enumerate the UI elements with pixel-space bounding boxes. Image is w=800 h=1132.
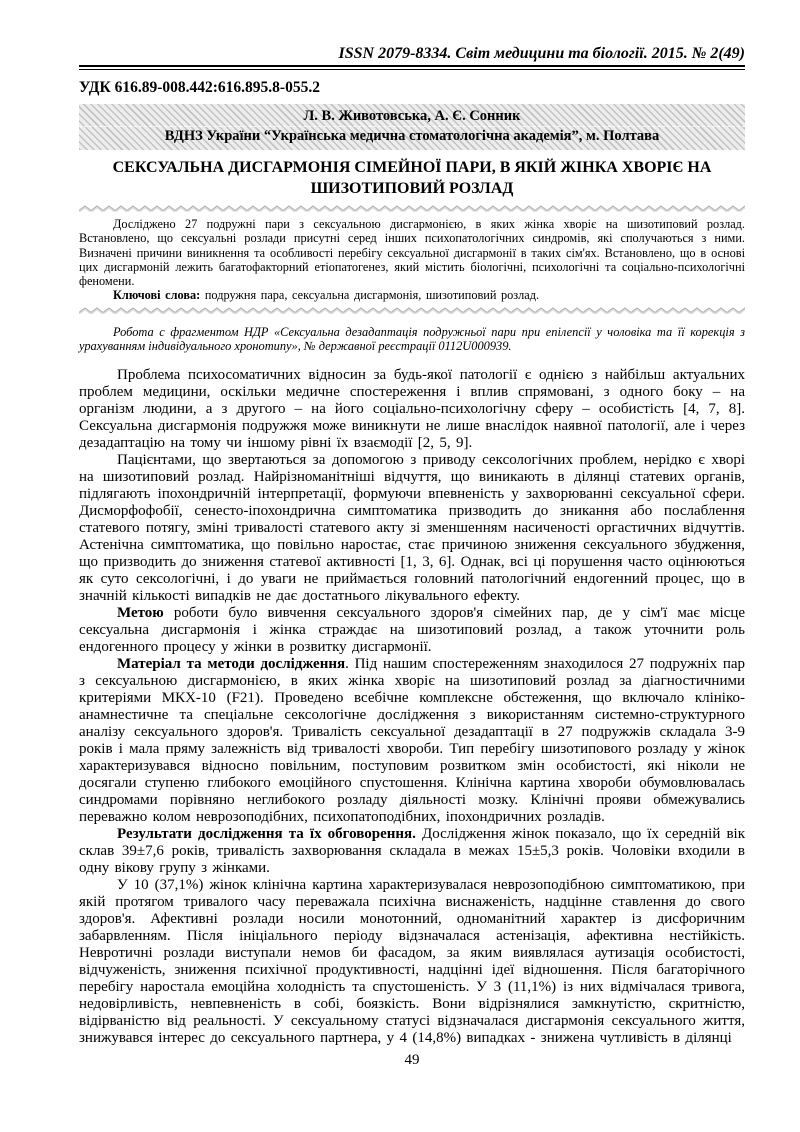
paragraph-lead: Метою — [117, 604, 164, 621]
paragraph-patients — [79, 452, 745, 605]
paragraph-text: Пацієнтами, що звертаються за допомогою з приводу сексологічних проблем, нерідко є хворі на шизотиповий розлад. Найрізноманітніші відчуття, що виникають в ділянці статевих органів, підлягають іпохондричній інтерпретації, формуючи впевненість у захворюванні сексуальної сфери. Дисморфофобії, сенесто-іпохондрична симптоматика призводить до зникання або послаблення статевого потягу, зміні тривалості статевого акту зі зменшенням насиченості оргастичних відчуттів. Астенічна симптоматика, що повільно наростає, стає причиною зниження сексуального збудження, що призводить до зниження статевої активності [1, 3, 6]. Однак, всі ці порушення часто оцінюються як суто сексологічні, і до уваги не приймається головний патологічний ендогенний процес, що в значній кількості випадків не дає достатнього лікувального ефекту. — [79, 451, 745, 604]
paragraph-results — [79, 826, 745, 877]
abstract-text: Досліджено 27 подружні пари з сексуальною дисгармонією, в яких жінка хворіє на шизотиповий розлад. Встановлено, що сексуальні розлади присутні серед інших психопатологічних синдромів, які сполучаються з ними. Визначені причини виникнення та особливості перебігу сексуальної дисгармонії в таких сім'ях. Встановлено, що в основі цих дисгармоній лежить багатофакторний етіопатогенез, який містить біологічні, психологічні та соціально-психологічні феномени. — [79, 217, 745, 289]
paragraph-text: роботи було вивчення сексуального здоров'я сімейних пар, де у сім'ї має місце сексуальна дисгармонія і жінка страждає на шизотиповий розлад, а також уточнити роль ендогенного процесу у жінки в розвитку дисгармонії. — [79, 604, 745, 655]
header-double-rule — [79, 65, 745, 70]
authors-box-divider — [79, 126, 745, 127]
paragraph-text: У 10 (37,1%) жінок клінічна картина характеризувалася неврозоподібною симптоматикою, при якій протягом тривалого часу переважала психічна виснаженість, надцінне ставлення до свого здоров'я. Афективні розлади носили монотонний, одноманітний характер із дисфоричним забарвленням. Після ініціального періоду відзначалася астенізація, афективна нестійкість. Невротичні розлади виступали немов би фасадом, за яким виявлялася аутизація особистості, відчуженість, зниження психічної продуктивності, надцінні ідеї відношення. Після багаторічного перебігу наростала емоційна холодність та спустошеність. У 3 (11,1%) із них відмічалася тривога, недовірливість, невпевненість в собі, боязкість. Вони відрізнялися замкнутістю, скритністю, відірваністю від реальності. У сексуальному статусі відзначалася дисгармонія сексуального життя, знижувався інтерес до сексуального партнера, у 4 (14,8%) випадках - знижена чутливість в ділянці — [79, 876, 745, 1046]
zigzag-divider-top — [79, 204, 745, 212]
page-number: 49 — [404, 1051, 420, 1068]
paragraph-findings — [79, 877, 745, 1047]
keywords-label: Ключові слова: — [113, 288, 201, 303]
paragraph-aim — [79, 605, 745, 656]
keywords-line — [79, 288, 745, 302]
keywords-list: подружня пара, сексуальна дисгармонія, шизотиповий розлад. — [200, 288, 540, 303]
paragraph-intro — [79, 367, 745, 452]
research-registration-note: Робота с фрагментом НДР «Сексуальна дезадаптація подружньої пари при епілепсії у чоловіка та її корекція з урахуванням індивідуального хронотипу», № державної реєстрації 0112U000939. — [79, 324, 745, 354]
authors-line: Л. В. Животовська, А. Є. Сонник — [303, 108, 521, 124]
paragraph-text: . Під нашим спостереженням знаходилося 27 подружніх пар з сексуальною дисгармонією, в яких жінка хворіє на шизотиповий розлад за діагностичними критеріями МКХ-10 (F21). Проведено всебічне комплексне обстеження, що включало клініко-анамнестичне та спеціальне сексологічне дослідження з використанням системно-структурного аналізу сексуального здоров'я. Тривалість сексуальної дезадаптації в 27 подружжів складала 3-9 років і мала пряму залежність від тривалості хвороби. Тип перебігу шизотипового розладу у жінок характеризувався відносно повільним, поступовим розвитком змін особистості, які ніколи не досягали ступеню глибокого емоційного спустошення. Клінічна картина хвороби обумовлювалась синдромами порівняно неглибокого розладу діяльності мозку. Клінічні прояви обмежувались переважно колом неврозоподібних, психопатоподібних, іпохондричних розладів. — [79, 655, 746, 825]
paragraph-lead: Результати дослідження та їх обговорення. — [117, 825, 416, 842]
page-content — [79, 0, 745, 1069]
affiliation-line: ВДНЗ України “Українська медична стоматологічна академія”, м. Полтава — [164, 128, 660, 144]
journal-header: ISSN 2079-8334. Світ медицини та біології. 2015. № 2(49) — [338, 45, 745, 62]
paragraph-text: Проблема психосоматичних відносин за будь-якої патології є однією з найбільш актуальних проблем медицини, оскільки медичне спостереження і вплив спрямовані, з одного боку – на організм людини, а з другого – на його соціально-психологічну сферу – особистість [4, 7, 8]. Сексуальна дисгармонія подружжя може виникнути не лише внаслідок наявної патології, але і через дезадаптацію на тому чи іншому рівні їх взаємодії [2, 5, 9]. — [79, 366, 745, 451]
udk-code: УДК 616.89-008.442:616.895.8-055.2 — [79, 79, 320, 96]
article-title: СЕКСУАЛЬНА ДИСГАРМОНІЯ СІМЕЙНОЇ ПАРИ, В ЯКІЙ ЖІНКА ХВОРІЄ НА ШИЗОТИПОВИЙ РОЗЛАД — [112, 159, 712, 197]
paragraph-materials-methods — [79, 656, 745, 826]
zigzag-divider-bottom — [79, 306, 745, 314]
authors-box — [79, 104, 745, 150]
paragraph-lead: Матеріал та методи дослідження — [117, 655, 346, 672]
paragraph-text: Дослідження жінок показало, що їх середній вік склав 39±7,6 років, тривалість захворювання складала в межах 15±5,3 років. Чоловіки входили в одну вікову групу з жінками. — [79, 825, 745, 876]
